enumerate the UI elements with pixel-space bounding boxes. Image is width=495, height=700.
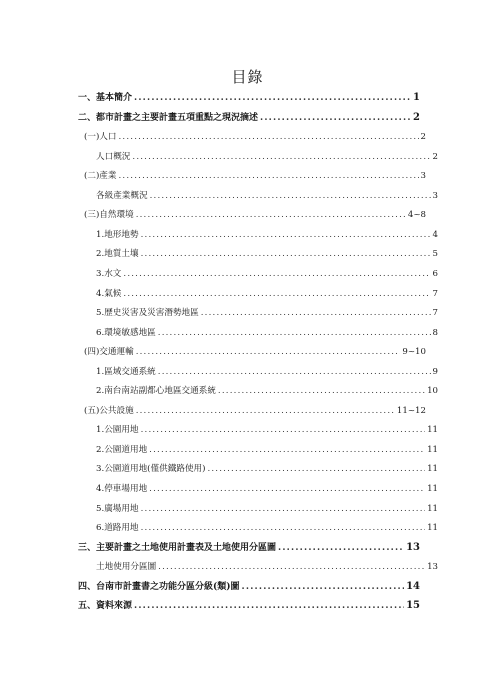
toc-entry-page: 11 (427, 425, 438, 436)
toc-entry-label: (一)人口 (84, 132, 117, 143)
toc-entry-page: 7 (432, 288, 438, 299)
toc-leader-dots (218, 383, 425, 399)
toc-entry-label: 1.地形地勢 (96, 229, 139, 240)
toc-entry-page: 5 (432, 249, 438, 260)
toc-entry-label: (四)交通運輸 (84, 347, 134, 358)
toc-entry[interactable] (78, 520, 438, 536)
toc-entry-page: 3 (420, 171, 426, 182)
toc-entry-page: 2 (432, 151, 438, 162)
toc-entry[interactable] (78, 286, 438, 302)
toc-leader-dots (134, 90, 411, 106)
toc-entry-page: 13 (427, 562, 438, 573)
toc-entry-label: 6.環境敏感地區 (96, 327, 156, 338)
toc-entry-label: 土地使用分區圖 (96, 562, 157, 573)
toc-entry-label: 各級產業概況 (96, 190, 148, 201)
toc-entry[interactable] (78, 422, 438, 438)
toc-entry-label: 4.停車場用地 (96, 484, 148, 494)
toc-entry-page: 11 (427, 464, 438, 475)
toc-entry-label: 3.公園道用地(僅供鐵路使用) (96, 464, 206, 475)
toc-leader-dots (119, 168, 419, 184)
toc-entry-label: 3.水文 (96, 268, 122, 279)
toc-entry-page: 11 (427, 523, 438, 534)
toc-entry[interactable] (78, 227, 438, 243)
toc-entry-page: 6 (432, 268, 438, 279)
toc-entry-page: 3 (432, 190, 438, 201)
toc-entry[interactable] (78, 246, 438, 262)
toc-entry-label: (五)公共設施 (84, 405, 134, 416)
toc-leader-dots (158, 364, 431, 380)
toc-entry[interactable] (78, 481, 438, 497)
toc-entry-label: 一、基本簡介 (78, 93, 133, 103)
toc-leader-dots (119, 129, 419, 145)
toc-entry[interactable] (78, 266, 438, 282)
toc-entry[interactable] (78, 559, 438, 575)
toc-entry[interactable] (78, 461, 438, 477)
toc-leader-dots (123, 286, 430, 302)
toc-entry[interactable] (78, 305, 438, 321)
toc-entry-page: 11 (427, 444, 438, 455)
toc-entry[interactable] (78, 207, 426, 223)
toc-entry-page: 4 (432, 229, 438, 240)
toc-entry[interactable] (78, 442, 438, 458)
toc-entry-page: 10 (427, 386, 438, 397)
toc-entry-label: 1.公園用地 (96, 425, 139, 436)
toc-entry[interactable] (78, 168, 426, 184)
toc-entry-page: 2 (413, 111, 420, 123)
toc-leader-dots (141, 227, 431, 243)
toc-leader-dots (207, 461, 425, 477)
toc-leader-dots (136, 207, 406, 223)
toc-leader-dots (158, 559, 425, 575)
toc-entry-page: 1 (413, 92, 420, 103)
toc-entry[interactable] (78, 344, 426, 360)
toc-entry-label: 四、台南市計畫書之功能分區分級(類)圖 (78, 581, 240, 592)
toc-leader-dots (242, 579, 405, 595)
toc-entry-label: 三、主要計畫之土地使用計畫表及土地使用分區圖 (78, 542, 277, 553)
toc-entry-page: 9 (432, 366, 438, 377)
toc-leader-dots (136, 403, 395, 419)
toc-entry-label: 2.地質土壤 (96, 249, 139, 260)
toc-entry-page: 4~8 (407, 210, 426, 221)
toc-leader-dots (141, 520, 425, 536)
toc-leader-dots (134, 598, 404, 614)
toc-entry[interactable] (78, 364, 438, 380)
toc-leader-dots (141, 246, 431, 262)
toc-entry-label: 5.歷史災害及災害潛勢地區 (96, 308, 199, 319)
toc-entry-page: 7 (432, 308, 438, 319)
toc-entry[interactable] (78, 501, 438, 517)
toc-entry-label: 人口概況 (96, 151, 131, 162)
toc-entry[interactable] (78, 110, 420, 126)
toc-entry[interactable] (78, 383, 438, 399)
toc-entry[interactable] (78, 129, 426, 145)
toc-title: 目錄 (231, 68, 264, 86)
toc-entry[interactable] (78, 325, 438, 341)
toc-leader-dots (278, 540, 404, 556)
toc-entry-label: 2.公園道用地 (96, 444, 148, 455)
toc-leader-dots (123, 266, 430, 282)
toc-entry-label: 2.南台南站副都心地區交通系統 (96, 386, 216, 397)
toc-entry-page: 2 (420, 132, 426, 143)
toc-entry-page: 8 (432, 327, 438, 338)
toc-leader-dots (141, 501, 425, 517)
toc-entry-page: 15 (406, 600, 420, 612)
toc-entry-label: 1.區域交通系統 (96, 366, 156, 377)
toc-leader-dots (201, 305, 431, 321)
toc-leader-dots (260, 110, 411, 126)
toc-leader-dots (150, 188, 431, 204)
toc-entry[interactable] (78, 403, 426, 419)
toc-entry-page: 11 (427, 503, 438, 514)
toc-leader-dots (158, 325, 431, 341)
toc-entry-page: 11~12 (396, 405, 426, 416)
toc-entry-label: 5.廣場用地 (96, 503, 139, 514)
toc-entry[interactable] (78, 90, 420, 106)
toc-entry-label: 6.道路用地 (96, 523, 139, 534)
toc-entry[interactable] (78, 540, 420, 556)
toc-entry-page: 11 (427, 484, 438, 494)
toc-entry-page: 13 (406, 541, 420, 553)
toc-entry-label: 二、都市計畫之主要計畫五項重點之現況摘述 (78, 112, 259, 123)
toc-entry-label: (二)產業 (84, 171, 117, 182)
toc-leader-dots (141, 422, 425, 438)
toc-entry[interactable] (78, 579, 420, 595)
toc-entry-page: 9~10 (402, 347, 426, 358)
toc-entry-label: 4.氣候 (96, 288, 122, 299)
toc-entry[interactable] (78, 188, 438, 204)
toc-entry[interactable] (78, 149, 438, 165)
toc-leader-dots (149, 481, 425, 497)
toc-entry-label: (三)自然環境 (84, 210, 134, 221)
toc-entry-label: 五、資料來源 (78, 601, 133, 612)
toc-leader-dots (132, 149, 430, 165)
toc-leader-dots (149, 442, 425, 458)
toc-entry[interactable] (78, 598, 420, 614)
toc-entry-page: 14 (406, 580, 420, 592)
toc-leader-dots (136, 344, 401, 360)
